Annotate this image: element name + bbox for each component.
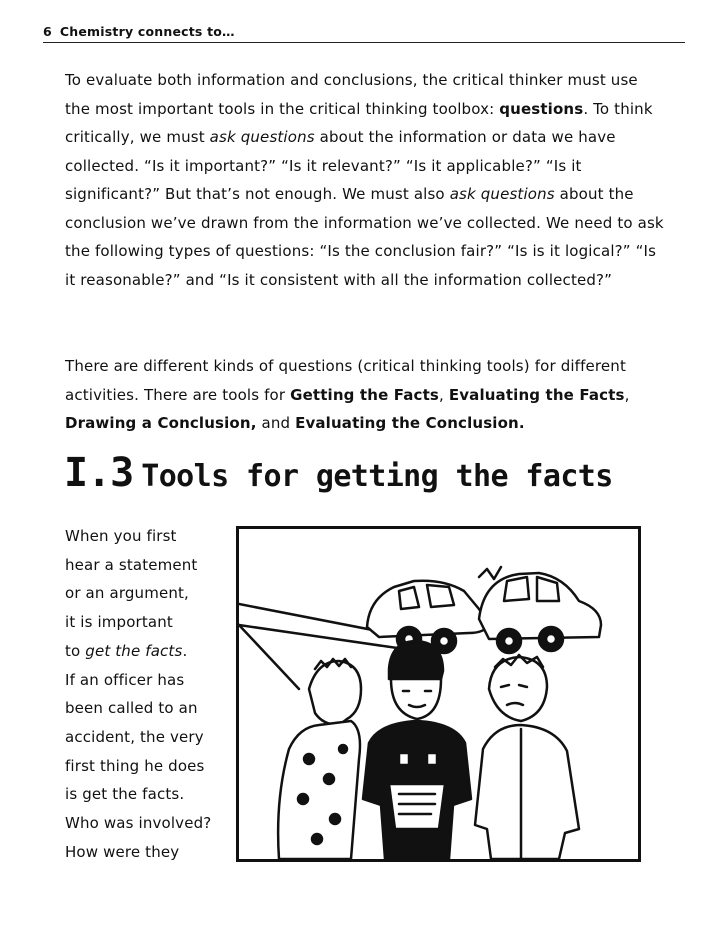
- text-line: is get the facts.: [65, 785, 185, 804]
- text-run: ,: [624, 385, 630, 404]
- text-run: There are different kinds of questions (critical thinking tools) for different activities. There are tools for: [65, 357, 626, 404]
- text-line: Who was involved?: [65, 814, 212, 833]
- section-title: Tools for getting the facts: [141, 459, 613, 494]
- right-man: [475, 655, 579, 859]
- text-line: How were they: [65, 842, 180, 861]
- emphasis-evaluating-the-facts: Evaluating the Facts: [448, 385, 625, 404]
- running-head-title: Chemistry connects to…: [59, 24, 235, 39]
- text-line: been called to an: [65, 699, 198, 718]
- text-line: it is important: [65, 613, 173, 632]
- side-paragraph: [65, 522, 240, 866]
- text-line: to get the facts.: [65, 641, 188, 660]
- text-line: first thing he does: [65, 756, 205, 775]
- text-run: about the information or data we have collected. “Is it important?” “Is it relevant?” “Is it applicable?” “Is it significant?” But that’s not enough. We must also: [65, 128, 616, 203]
- tools-paragraph: [65, 352, 665, 438]
- intro-paragraph: [65, 66, 665, 294]
- left-man: [278, 659, 361, 859]
- section-number: I.3: [64, 450, 134, 496]
- text-run: and: [256, 414, 296, 432]
- emphasis-questions: questions: [499, 99, 584, 118]
- text-line: accident, the very: [65, 727, 204, 746]
- emphasis-evaluating-the-conclusion: Evaluating the Conclusion.: [295, 414, 525, 432]
- text-line: If an officer has: [65, 670, 185, 689]
- text-run: To evaluate both information and conclusions, the critical thinker must use the most important tools in the critical thinking toolbox:: [65, 71, 638, 118]
- text-line: or an argument,: [65, 584, 189, 603]
- running-head: [43, 24, 685, 43]
- emphasis-ask-questions: ask questions: [449, 185, 555, 203]
- text-run: ,: [439, 385, 449, 404]
- emphasis-get-the-facts: get the facts: [85, 641, 183, 660]
- section-heading: [64, 450, 684, 496]
- cartoon-drawing: [239, 529, 638, 859]
- text-line: When you first: [65, 527, 177, 545]
- page-number: 6: [43, 24, 52, 39]
- text-run: about the conclusion we’ve drawn from the information we’ve collected. We need to ask the following types of questions: “Is the conclusion fair?” “Is is it logical?” “Is it reasonable?” and “Is it consistent with all the information collected?”: [65, 185, 664, 289]
- emphasis-getting-the-facts: Getting the Facts: [290, 385, 439, 404]
- emphasis-drawing-a-conclusion: Drawing a Conclusion,: [65, 414, 257, 432]
- crashed-cars: [367, 567, 601, 653]
- accident-scene-illustration: [236, 526, 641, 862]
- text-run: . To think critically, we must: [65, 99, 653, 146]
- text-line: hear a statement: [65, 555, 198, 574]
- emphasis-ask-questions: ask questions: [209, 128, 315, 146]
- police-officer: [363, 641, 471, 859]
